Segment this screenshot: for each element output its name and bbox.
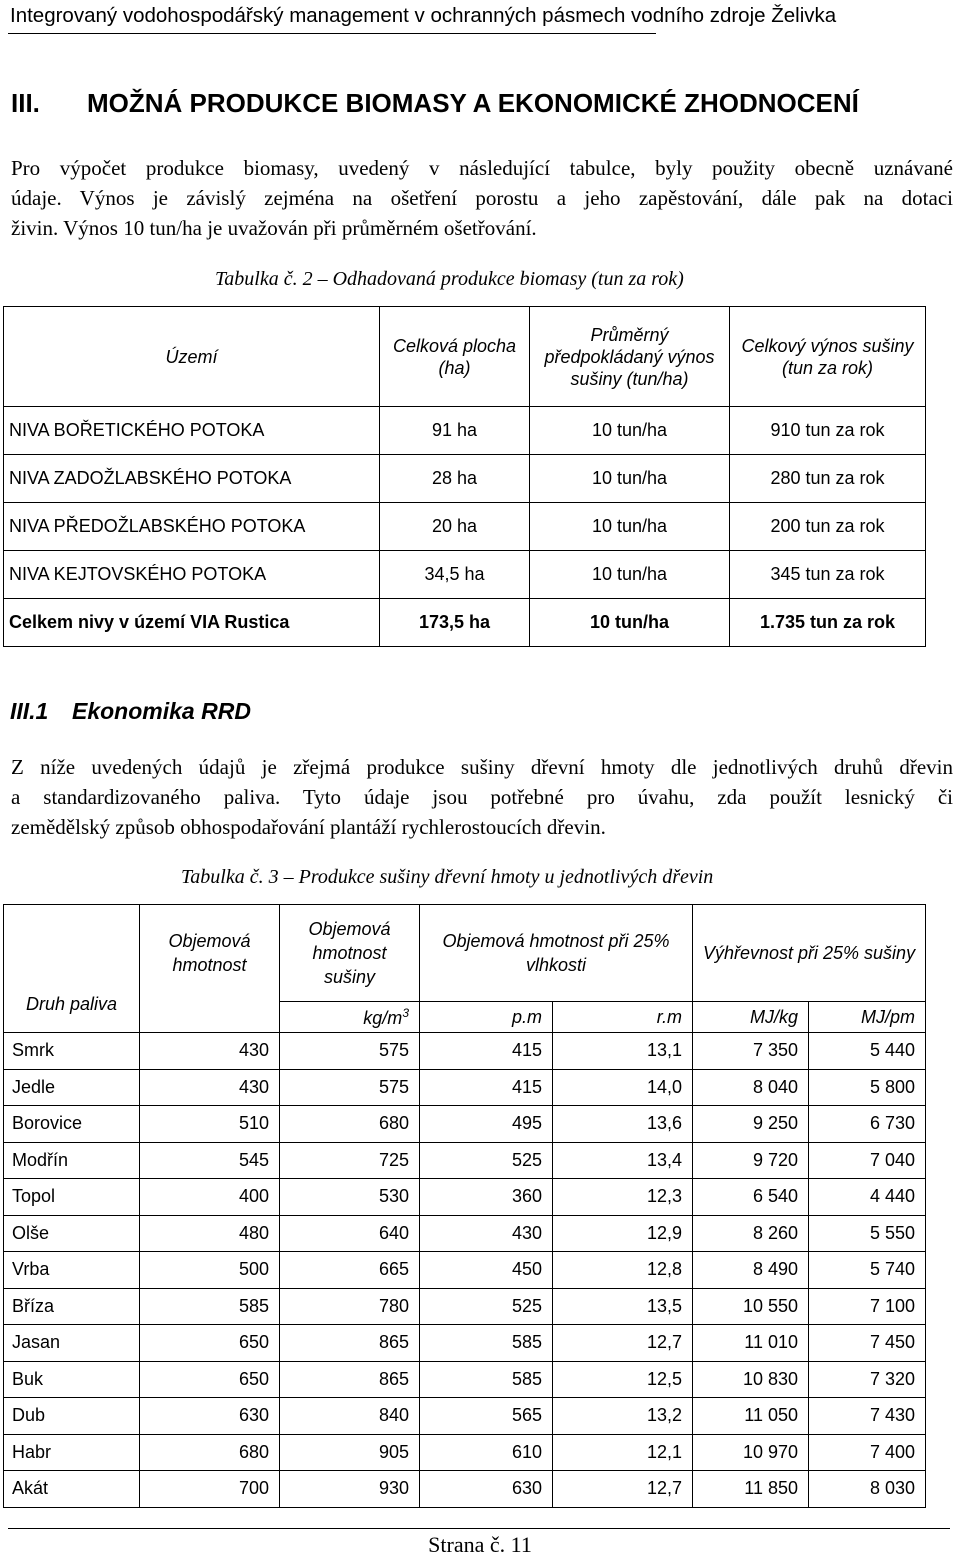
unit-cell: p.m	[420, 1002, 553, 1033]
paragraph-line: zemědělský způsob obhospodařování plantáží rychlerostoucích dřevin.	[11, 815, 606, 839]
table-cell: 725	[280, 1142, 420, 1179]
table-cell: 450	[420, 1252, 553, 1289]
table-cell: 630	[140, 1398, 280, 1435]
table-cell: 510	[140, 1106, 280, 1143]
table-row	[4, 1361, 926, 1398]
table-cell: 480	[140, 1215, 280, 1252]
table-cell: 525	[420, 1142, 553, 1179]
header-cell: Objemová hmotnost sušiny	[280, 905, 420, 1002]
table-cell: 840	[280, 1398, 420, 1435]
table-cell: 11 050	[693, 1398, 809, 1435]
table-cell: 5 550	[809, 1215, 926, 1252]
table-cell: 8 040	[693, 1069, 809, 1106]
table-cell: 12,9	[553, 1215, 693, 1252]
table-row	[4, 1325, 926, 1362]
table-cell: 545	[140, 1142, 280, 1179]
table-cell: 10 550	[693, 1288, 809, 1325]
table-cell: 865	[280, 1361, 420, 1398]
table-cell: 640	[280, 1215, 420, 1252]
table-cell: 650	[140, 1361, 280, 1398]
table-cell: 930	[280, 1471, 420, 1508]
table-row	[4, 1215, 926, 1252]
species-name: Dub	[4, 1398, 140, 1435]
header-cell: Objemová hmotnost při 25% vlhkosti	[420, 905, 693, 1002]
subsection-title-text: Ekonomika RRD	[72, 698, 251, 724]
table-cell: 13,5	[553, 1288, 693, 1325]
table-cell: 200 tun za rok	[730, 503, 926, 551]
table-cell: 360	[420, 1179, 553, 1216]
table-cell: 7 400	[809, 1434, 926, 1471]
footer-rule	[8, 1528, 950, 1529]
table-cell: 610	[420, 1434, 553, 1471]
table-cell: 680	[280, 1106, 420, 1143]
species-name: Modřín	[4, 1142, 140, 1179]
intro-line: živin. Výnos 10 tun/ha je uvažován při průměrném ošetřování.	[11, 216, 537, 240]
table-cell: 905	[280, 1434, 420, 1471]
table-cell: 6 540	[693, 1179, 809, 1216]
table-cell: 5 440	[809, 1033, 926, 1070]
table-cell: 7 430	[809, 1398, 926, 1435]
table-cell: 415	[420, 1033, 553, 1070]
table-cell: 530	[280, 1179, 420, 1216]
table-cell: 7 040	[809, 1142, 926, 1179]
table-cell: 20 ha	[380, 503, 530, 551]
header-cell: Výhřevnost při 25% sušiny	[693, 905, 926, 1002]
table-cell: 1.735 tun za rok	[730, 599, 926, 647]
table-cell: 585	[420, 1325, 553, 1362]
header-cell: Celkový výnos sušiny (tun za rok)	[730, 307, 926, 407]
species-name: Buk	[4, 1361, 140, 1398]
table-cell: 12,3	[553, 1179, 693, 1216]
subsection-title	[10, 698, 251, 725]
table-cell: 280 tun za rok	[730, 455, 926, 503]
unit-cell: MJ/pm	[809, 1002, 926, 1033]
table-cell: 10 830	[693, 1361, 809, 1398]
intro-line: údaje. Výnos je závislý zejména na ošetření porostu a jeho zapěstování, dále pak na dotaci	[11, 186, 953, 210]
table-cell: 400	[140, 1179, 280, 1216]
table-cell: 7 320	[809, 1361, 926, 1398]
table-cell: 12,8	[553, 1252, 693, 1289]
table3-caption: Tabulka č. 3 – Produkce sušiny dřevní hmoty u jednotlivých dřevin	[181, 866, 714, 888]
table-cell: 430	[140, 1033, 280, 1070]
header-cell: Objemová hmotnost	[140, 905, 280, 1033]
subsection-number: III.1	[10, 698, 49, 724]
table-cell: NIVA BOŘETICKÉHO POTOKA	[4, 407, 380, 455]
table-cell: 565	[420, 1398, 553, 1435]
table-row	[4, 1288, 926, 1325]
table-cell: 8 260	[693, 1215, 809, 1252]
table-row	[4, 1142, 926, 1179]
table-body	[4, 1033, 926, 1508]
table-cell: 865	[280, 1325, 420, 1362]
economics-paragraph	[11, 752, 953, 842]
table-row	[4, 1033, 926, 1070]
table-row	[4, 407, 926, 455]
header-cell: Celková plocha (ha)	[380, 307, 530, 407]
table2-caption: Tabulka č. 2 – Odhadovaná produkce biomasy (tun za rok)	[215, 268, 684, 290]
table-cell: 430	[420, 1215, 553, 1252]
table-cell: 415	[420, 1069, 553, 1106]
table-cell: NIVA KEJTOVSKÉHO POTOKA	[4, 551, 380, 599]
wood-production-table	[3, 904, 926, 1508]
table-cell: 4 440	[809, 1179, 926, 1216]
species-name: Jasan	[4, 1325, 140, 1362]
table-cell: 10 tun/ha	[530, 503, 730, 551]
table-cell: 34,5 ha	[380, 551, 530, 599]
table-cell: 173,5 ha	[380, 599, 530, 647]
table-row	[4, 455, 926, 503]
table-cell: 345 tun za rok	[730, 551, 926, 599]
unit-text: kg/m	[363, 1007, 403, 1028]
table-cell: 575	[280, 1033, 420, 1070]
table-cell: 575	[280, 1069, 420, 1106]
page-number: Strana č. 11	[428, 1532, 532, 1557]
table-cell: 525	[420, 1288, 553, 1325]
table-cell: 12,7	[553, 1325, 693, 1362]
header-rule	[8, 33, 656, 34]
table-cell: 91 ha	[380, 407, 530, 455]
table-cell: 13,4	[553, 1142, 693, 1179]
table-cell: 5 800	[809, 1069, 926, 1106]
table-cell: 6 730	[809, 1106, 926, 1143]
table-cell: 10 tun/ha	[530, 599, 730, 647]
table-cell: 910 tun za rok	[730, 407, 926, 455]
header-cell: Druh paliva	[4, 905, 140, 1033]
table-cell: NIVA PŘEDOŽLABSKÉHO POTOKA	[4, 503, 380, 551]
table-cell: 13,1	[553, 1033, 693, 1070]
table-row	[4, 1398, 926, 1435]
table-cell: 10 970	[693, 1434, 809, 1471]
species-name: Bříza	[4, 1288, 140, 1325]
header-cell: Průměrný předpokládaný výnos sušiny (tun/ha)	[530, 307, 730, 407]
table-cell: 495	[420, 1106, 553, 1143]
table-cell: 9 250	[693, 1106, 809, 1143]
species-name: Jedle	[4, 1069, 140, 1106]
table-cell: 7 350	[693, 1033, 809, 1070]
table-row	[4, 1252, 926, 1289]
species-name: Smrk	[4, 1033, 140, 1070]
table-cell: 12,1	[553, 1434, 693, 1471]
table-cell: 5 740	[809, 1252, 926, 1289]
biomass-table	[3, 306, 926, 647]
table-cell: 10 tun/ha	[530, 551, 730, 599]
table-cell: 780	[280, 1288, 420, 1325]
table-row	[4, 1471, 926, 1508]
table-cell: 28 ha	[380, 455, 530, 503]
table-cell: 9 720	[693, 1142, 809, 1179]
species-name: Borovice	[4, 1106, 140, 1143]
table-cell: 7 450	[809, 1325, 926, 1362]
paragraph-line: a standardizovaného paliva. Tyto údaje jsou potřebné pro úvahu, zda použít lesnický či	[11, 785, 953, 809]
table-row	[4, 551, 926, 599]
table-total-row	[4, 599, 926, 647]
table-cell: 700	[140, 1471, 280, 1508]
table-cell: 585	[420, 1361, 553, 1398]
species-name: Olše	[4, 1215, 140, 1252]
table-cell: 13,2	[553, 1398, 693, 1435]
table-cell: 650	[140, 1325, 280, 1362]
table-cell: 14,0	[553, 1069, 693, 1106]
table-row	[4, 1434, 926, 1471]
table-cell: 11 010	[693, 1325, 809, 1362]
table-header-row	[4, 307, 926, 407]
document-header: Integrovaný vodohospodářský management v ochranných pásmech vodního zdroje Želivka	[10, 4, 837, 27]
table-row	[4, 1179, 926, 1216]
intro-line: Pro výpočet produkce biomasy, uvedený v následující tabulce, byly použity obecně uznávané	[11, 156, 953, 180]
unit-cell	[280, 1002, 420, 1033]
table-cell: 10 tun/ha	[530, 407, 730, 455]
table-row	[4, 503, 926, 551]
table-cell: 7 100	[809, 1288, 926, 1325]
section-number: III.	[11, 88, 40, 118]
species-name: Habr	[4, 1434, 140, 1471]
table-cell: 12,7	[553, 1471, 693, 1508]
table-cell: 12,5	[553, 1361, 693, 1398]
table-row	[4, 1106, 926, 1143]
table-cell: 500	[140, 1252, 280, 1289]
species-name: Topol	[4, 1179, 140, 1216]
header-cell: Území	[4, 307, 380, 407]
table-cell: 8 490	[693, 1252, 809, 1289]
table-cell: 585	[140, 1288, 280, 1325]
intro-paragraph	[11, 153, 953, 243]
table-cell: 8 030	[809, 1471, 926, 1508]
section-title-text: MOŽNÁ PRODUKCE BIOMASY A EKONOMICKÉ ZHODNOCENÍ	[87, 88, 859, 118]
table-cell: 430	[140, 1069, 280, 1106]
species-name: Vrba	[4, 1252, 140, 1289]
table-cell: Celkem nivy v území VIA Rustica	[4, 599, 380, 647]
table-cell: 680	[140, 1434, 280, 1471]
table-cell: 11 850	[693, 1471, 809, 1508]
unit-superscript: 3	[402, 1005, 409, 1020]
table-cell: 13,6	[553, 1106, 693, 1143]
unit-cell: MJ/kg	[693, 1002, 809, 1033]
section-title	[11, 88, 859, 119]
table-cell: 630	[420, 1471, 553, 1508]
unit-cell: r.m	[553, 1002, 693, 1033]
table-row	[4, 1069, 926, 1106]
paragraph-line: Z níže uvedených údajů je zřejmá produkce sušiny dřevní hmoty dle jednotlivých druhů dřevin	[11, 755, 953, 779]
table-cell: 665	[280, 1252, 420, 1289]
species-name: Akát	[4, 1471, 140, 1508]
table-header-row	[4, 905, 926, 1002]
table-cell: NIVA ZADOŽLABSKÉHO POTOKA	[4, 455, 380, 503]
table-cell: 10 tun/ha	[530, 455, 730, 503]
